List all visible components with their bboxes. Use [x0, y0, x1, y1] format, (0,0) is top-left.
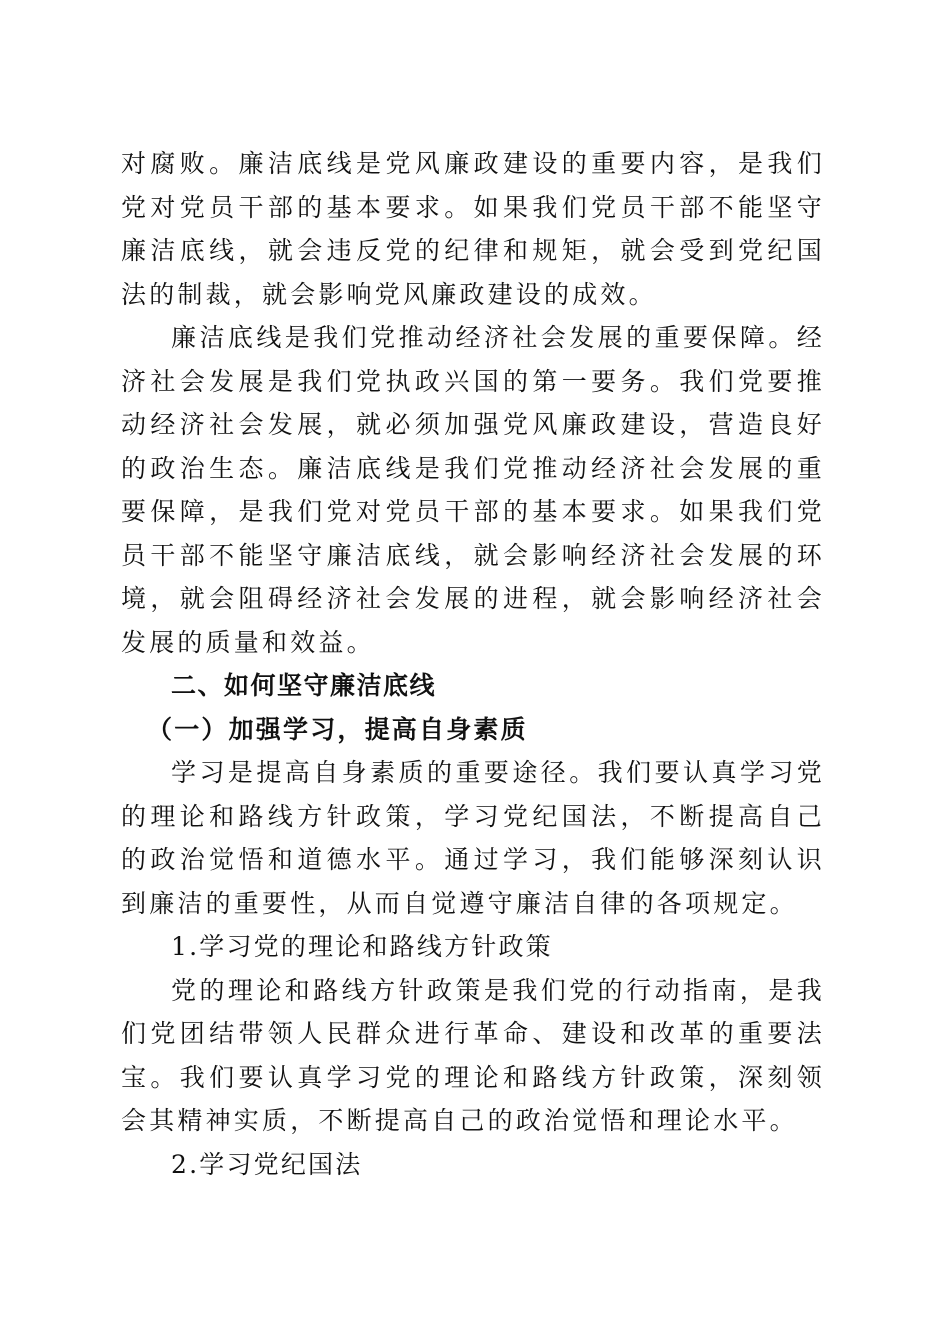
subsection-heading-1: （一）加强学习，提高自身素质 [147, 714, 528, 744]
document-body [121, 142, 825, 1186]
section-heading-2: 二、如何坚守廉洁底线 [171, 671, 437, 700]
paragraph-continuation: 对腐败。廉洁底线是党风廉政建设的重要内容，是我们党对党员干部的基本要求。如果我们党员干部不能坚守廉洁底线，就会违反党的纪律和规矩，就会受到党纪国法的制裁，就会影响党风廉政建设的成效。 [121, 149, 825, 309]
item-heading-2: 2.学习党纪国法 [171, 1149, 363, 1179]
paragraph-economic-guarantee: 廉洁底线是我们党推动经济社会发展的重要保障。经济社会发展是我们党执政兴国的第一要务。我们党要推动经济社会发展，就必须加强党风廉政建设，营造良好的政治生态。廉洁底线是我们党推动经济社会发展的重要保障，是我们党对党员干部的基本要求。如果我们党员干部不能坚守廉洁底线，就会影响经济社会发展的环境，就会阻碍经济社会发展的进程，就会影响经济社会发展的质量和效益。 [121, 323, 825, 657]
paragraph-party-theory: 党的理论和路线方针政策是我们党的行动指南，是我们党团结带领人民群众进行革命、建设和改革的重要法宝。我们要认真学习党的理论和路线方针政策，深刻领会其精神实质，不断提高自己的政治觉悟和理论水平。 [121, 975, 825, 1135]
paragraph-study: 学习是提高自身素质的重要途径。我们要认真学习党的理论和路线方针政策，学习党纪国法，不断提高自己的政治觉悟和道德水平。通过学习，我们能够深刻认识到廉洁的重要性，从而自觉遵守廉洁自律的各项规定。 [121, 758, 825, 918]
item-heading-1: 1.学习党的理论和路线方针政策 [171, 932, 553, 961]
